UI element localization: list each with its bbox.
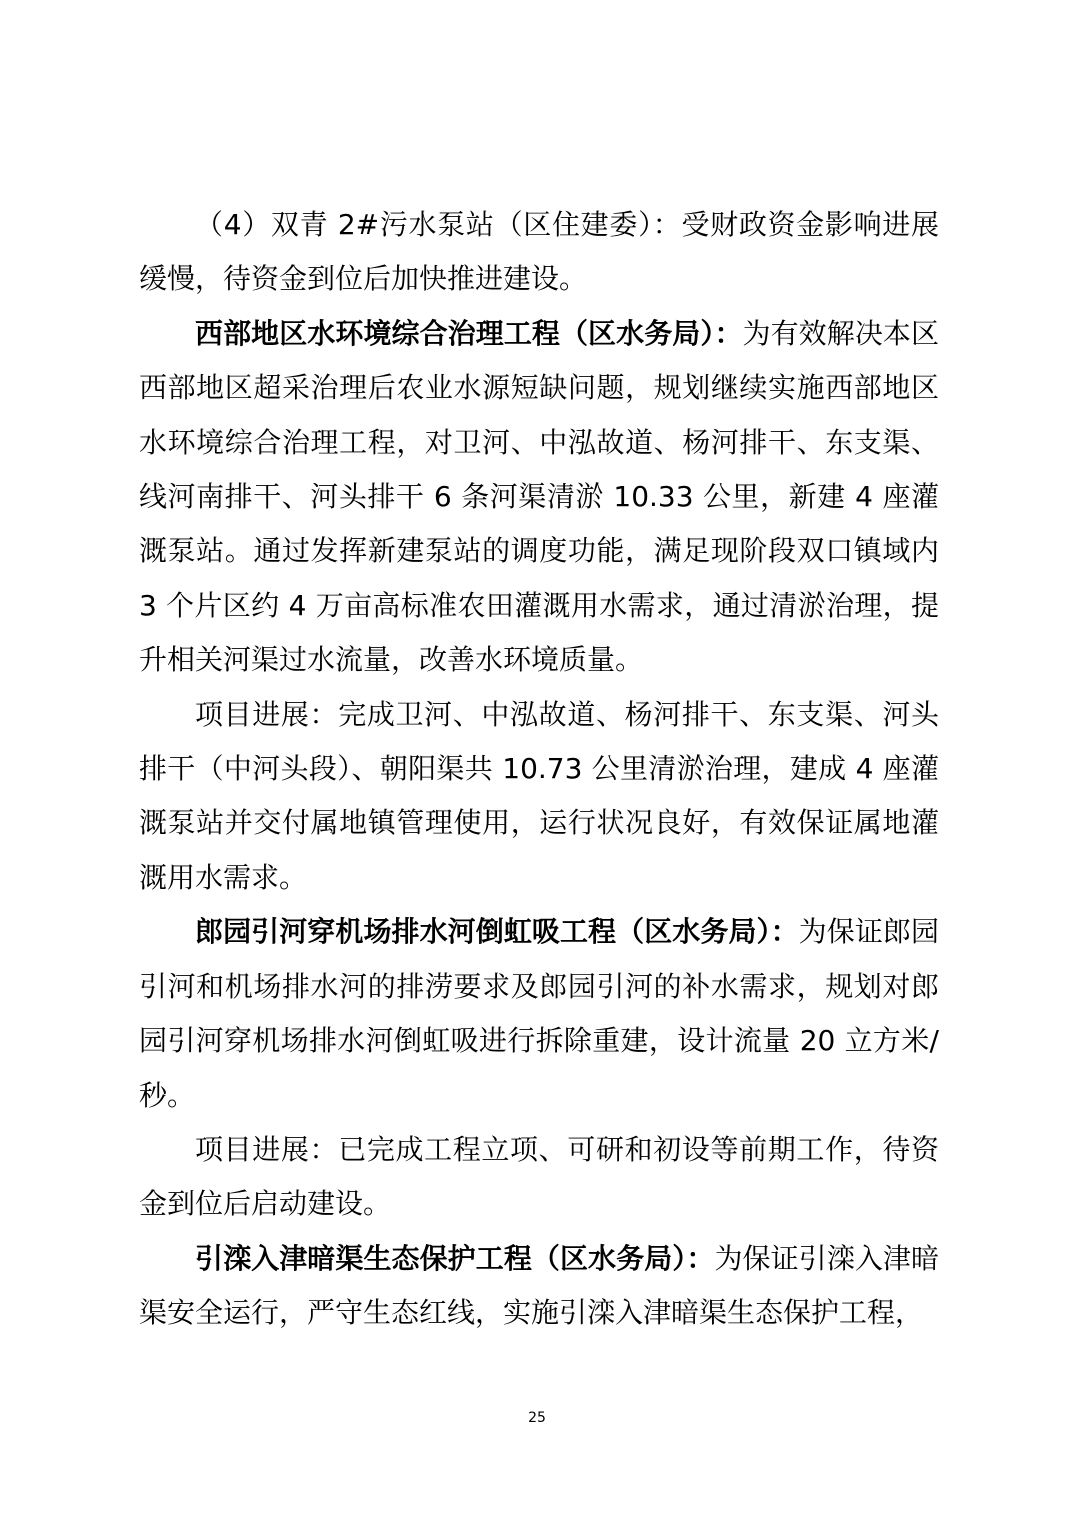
paragraph-western-water-environment: [139, 307, 939, 688]
document-body: [139, 198, 939, 1341]
paragraph-shuangqing-pump-station: [139, 198, 939, 307]
paragraph-text: 为保证郎园引河和机场排水河的排涝要求及郎园引河的补水需求，规划对郎园引河穿机场排水河倒虹吸进行拆除重建，设计流量 20 立方米/秒。: [139, 915, 939, 1112]
paragraph-yinluan-culvert: [139, 1232, 939, 1341]
paragraph-western-progress: [139, 688, 939, 906]
paragraph-text: 项目进展：已完成工程立项、可研和初设等前期工作，待资金到位后启动建设。: [139, 1132, 939, 1221]
paragraph-langyuan-siphon: [139, 905, 939, 1123]
paragraph-lead: 引滦入津暗渠生态保护工程（区水务局）：: [195, 1241, 715, 1275]
paragraph-text: 项目进展：完成卫河、中泓故道、杨河排干、东支渠、河头排干（中河头段）、朝阳渠共 10.73 公里清淤治理，建成 4 座灌溉泵站并交付属地镇管理使用，运行状况良好，有效保证属地灌溉用水需求。: [139, 697, 939, 894]
paragraph-text: 为有效解决本区西部地区超采治理后农业水源短缺问题，规划继续实施西部地区水环境综合治理工程，对卫河、中泓故道、杨河排干、东支渠、线河南排干、河头排干 6 条河渠清淤 10.33 公里，新建 4 座灌溉泵站。通过发挥新建泵站的调度功能，满足现阶段双口镇域内 3 个片区约 4 万亩高标准农田灌溉用水需求，通过清淤治理，提升相关河渠过水流量，改善水环境质量。: [139, 316, 939, 677]
paragraph-text: （4）双青 2#污水泵站（区住建委）：受财政资金影响进展缓慢，待资金到位后加快推进建设。: [139, 208, 939, 296]
paragraph-lead: 郎园引河穿机场排水河倒虹吸工程（区水务局）：: [195, 915, 799, 949]
paragraph-lead: 西部地区水环境综合治理工程（区水务局）：: [195, 316, 743, 350]
paragraph-text: 为保证引滦入津暗渠安全运行，严守生态红线，实施引滦入津暗渠生态保护工程，: [139, 1241, 939, 1330]
page-number: 25: [528, 1410, 546, 1426]
paragraph-langyuan-progress: [139, 1123, 939, 1232]
